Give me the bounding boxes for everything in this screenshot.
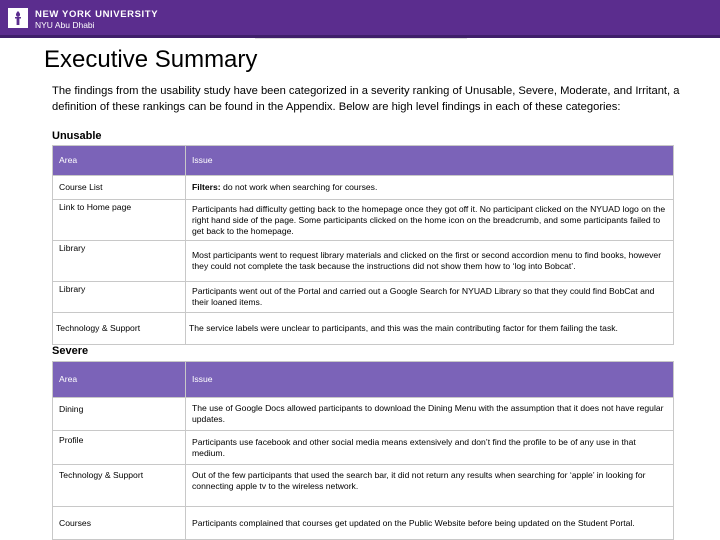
area-cell: Library [53,241,186,282]
table-row [53,431,674,465]
issue-cell: Participants had difficulty getting back to the homepage once they got off it. No participant clicked on the NYUAD logo on the right hand side of the page. Some participants clicked on the home icon on the breadcrumb, and some participants failed to get back to the homepage. [186,200,674,241]
brand-campus: NYU Abu Dhabi [35,20,95,30]
table-row [53,176,674,200]
area-cell: Profile [53,431,186,465]
column-header-area: Area [53,146,186,176]
issue-cell: The use of Google Docs allowed participants to download the Dining Menu with the assumption that it does not have regular updates. [186,398,674,431]
area-cell: Course List [53,176,186,200]
table-row [53,200,674,241]
section-label-severe: Severe [52,345,89,357]
issue-cell: Participants use facebook and other social media means extensively and don’t find the profile to be of any use in that medium. [186,431,674,465]
page-title: Executive Summary [44,46,258,73]
table-header-row [53,146,674,176]
area-cell: Technology & Support [53,313,186,345]
table-row [53,241,674,282]
table-row [53,465,674,507]
header-bar [0,0,720,38]
section-label-unusable: Unusable [52,130,102,142]
issue-cell: Most participants went to request library materials and clicked on the first or second accordion menu to find books, however they could not complete the task because the instructions did not show them how to ‘log into Bobcat’. [186,241,674,282]
area-cell: Courses [53,507,186,540]
area-cell: Link to Home page [53,200,186,241]
issue-cell: The service labels were unclear to participants, and this was the main contributing factor for them failing the task. [186,313,674,345]
issue-cell: Participants went out of the Portal and carried out a Google Search for NYUAD Library so that they could find BobCat and their loaned items. [186,282,674,313]
severe-table [52,361,674,540]
issue-text: do not work when searching for courses. [220,182,378,192]
column-header-issue: Issue [186,362,674,398]
table-row [53,313,674,345]
issue-cell: Out of the few participants that used the search bar, it did not return any results when searching for ‘apple’ in looking for connecting apple tv to the wireless network. [186,465,674,507]
table-row [53,282,674,313]
header-divider [255,38,467,39]
nyu-logo[interactable] [8,8,28,28]
intro-paragraph: The findings from the usability study have been categorized in a severity ranking of Unusable, Severe, Moderate, and Irritant, a definition of these rankings can be found in the Appendix. Below are high level findings in each of these categories: [52,85,680,113]
nyu-torch-icon [8,8,28,28]
table-header-row [53,362,674,398]
area-cell: Library [53,282,186,313]
issue-cell [186,176,674,200]
table-row [53,507,674,540]
column-header-area: Area [53,362,186,398]
issue-cell: Participants complained that courses get updated on the Public Website before being updated on the Student Portal. [186,507,674,540]
column-header-issue: Issue [186,146,674,176]
brand-name: NEW YORK UNIVERSITY [35,9,159,20]
issue-keyword: Filters: [192,182,221,192]
unusable-table [52,145,674,345]
table-row [53,398,674,431]
area-cell: Dining [53,398,186,431]
area-cell: Technology & Support [53,465,186,507]
